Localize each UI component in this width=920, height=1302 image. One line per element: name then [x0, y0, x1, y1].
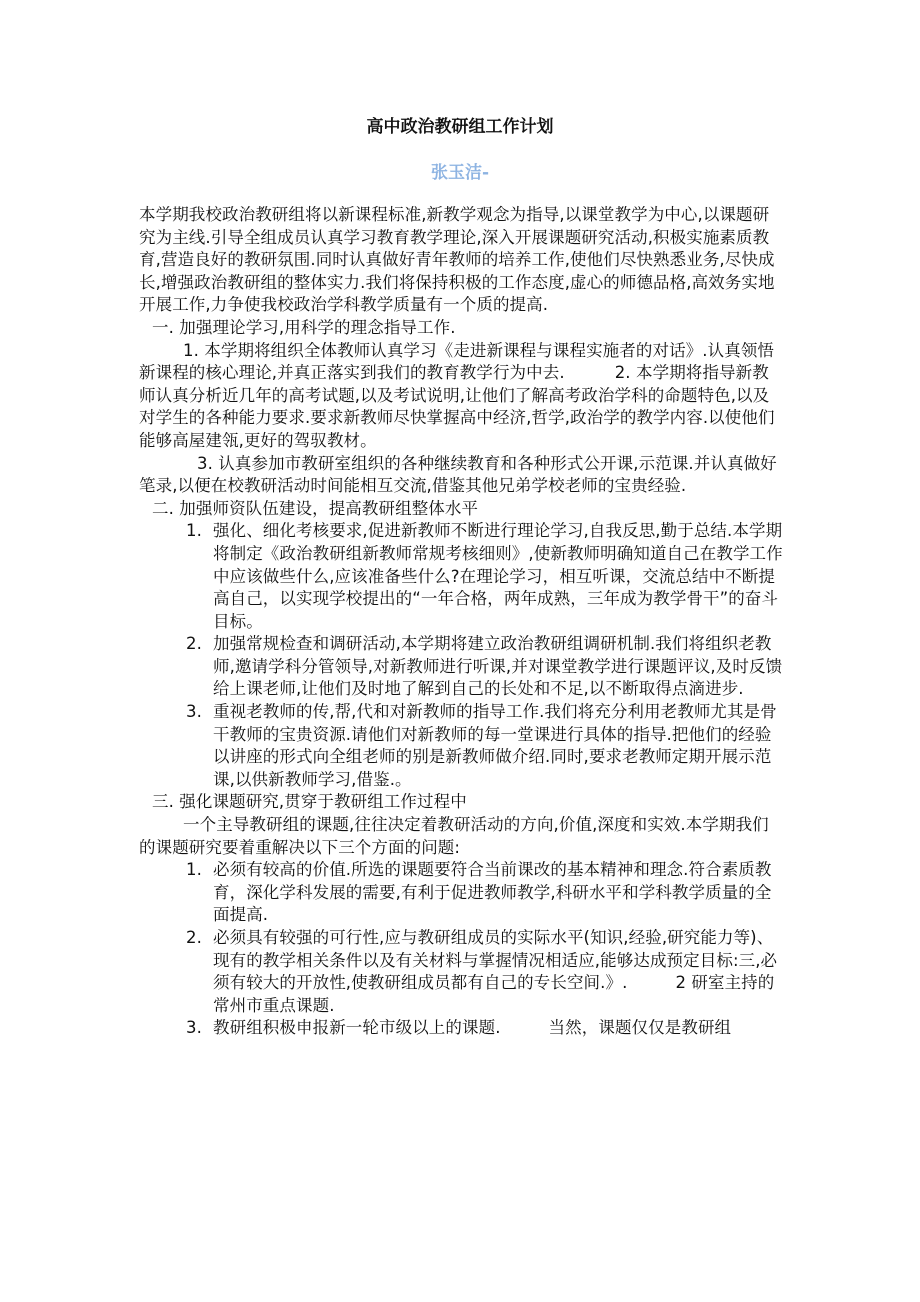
author-name: 张玉洁- — [430, 163, 490, 183]
section-1-paragraph-1 — [139, 340, 784, 453]
list-text: 教研组积极申报新一轮市级以上的课题. — [213, 1018, 501, 1038]
list-item — [139, 633, 784, 701]
section-2-list — [139, 520, 784, 791]
section-1-item-2: 2. 本学期将指导新教师认真分析近几年的高考试题,以及考试说明,让他们了解高考政治学科的命题特色,以及对学生的各种能力要求.要求新教师尽快掌握高中经济,哲学,政治学的教学内容.以使他们能够高屋建瓴,更好的驾驭教材。 — [139, 363, 775, 450]
list-text-tail: 2 研室主持的常州市重点课题. — [213, 973, 775, 1015]
intro-paragraph: 本学期我校政治教研组将以新课程标准,新教学观念为指导,以课堂教学为中心,以课题研究为主线.引导全组成员认真学习教育教学理论,深入开展课题研究活动,积极实施素质教育,营造良好的教研氛围.同时认真做好青年教师的培养工作,使他们尽快熟悉业务,尽快成长,增强政治教研组的整体实力.我们将保持积极的工作态度,虚心的师德品格,高效务实地开展工作,力争使我校政治学科教学质量有一个质的提高. — [139, 205, 775, 315]
section-3-intro: 一个主导教研组的课题,往往决定着教研活动的方向,价值,深度和实效.本学期我们的课题研究要着重解决以下三个方面的问题: — [139, 815, 769, 857]
list-item — [139, 701, 784, 791]
list-item — [139, 520, 784, 633]
document-title: 高中政治教研组工作计划 — [366, 117, 554, 137]
section-3-heading: 三. 强化课题研究,贯穿于教研组工作过程中 — [152, 792, 467, 812]
list-item — [139, 1017, 784, 1040]
list-number: 3. — [186, 702, 202, 722]
section-1-heading: 一. 加强理论学习,用科学的理念指导工作. — [152, 317, 456, 337]
list-text: 必须有较高的价值.所选的课题要符合当前课改的基本精神和理念.符合素质教育，深化学科发展的需要,有利于促进教师教学,科研水平和学科教学质量的全面提高. — [213, 860, 772, 925]
document-body — [139, 204, 784, 1040]
list-text: 加强常规检查和调研活动,本学期将建立政治教研组调研机制.我们将组织老教师,邀请学科分管领导,对新教师进行听课,并对课堂教学进行课题评议,及时反馈给上课老师,让他们及时地了解到自己的长处和不足,以不断取得点滴进步. — [213, 634, 783, 699]
list-number: 2. — [186, 928, 202, 947]
list-number: 3. — [186, 1018, 202, 1038]
list-text: 重视老教师的传,帮,代和对新教师的指导工作.我们将充分利用老教师尤其是骨干教师的宝贵资源.请他们对新教师的每一堂课进行具体的指导.把他们的经验以讲座的形式向全组老师的别是新教师做介绍.同时,要求老教师定期开展示范课,以供新教师学习,借鉴.。 — [213, 702, 777, 789]
list-item — [139, 927, 784, 1017]
section-2-heading: 二. 加强师资队伍建设，提高教研组整体水平 — [152, 498, 479, 518]
list-number: 2. — [186, 634, 202, 654]
list-text: 强化、细化考核要求,促进新教师不断进行理论学习,自我反思,勤于总结.本学期将制定《政治教研组新教师常规考核细则》,使新教师明确知道自己在教学工作中应该做些什么,应该准备些什么?在理论学习，相互听课，交流总结中不断提高自己，以实现学校提出的“一年合格，两年成熟，三年成为教学骨干”的奋斗目标。 — [213, 521, 783, 631]
section-1-paragraph-2: 3. 认真参加市教研室组织的各种继续教育和各种形式公开课,示范课.并认真做好笔录,以便在校教研活动时间能相互交流,借鉴其他兄弟学校老师的宝贵经验. — [139, 453, 777, 496]
list-item — [139, 859, 784, 927]
list-number: 1. — [186, 521, 202, 541]
section-1-item-1: 1. 本学期将组织全体教师认真学习《走进新课程与课程实施者的对话》.认真领悟新课程的核心理论,并真正落实到我们的教育教学行为中去. — [139, 340, 775, 383]
list-number: 1. — [186, 860, 202, 880]
list-text: 必须具有较强的可行性,应与教研组成员的实际水平(知识,经验,研究能力等)、现有的教学相关条件以及有关材料与掌握情况相适应,能够达成预定目标:三,必须有较大的开放性,使教研组成员都有自己的专长空间.》. — [213, 928, 778, 993]
section-3-list — [139, 859, 784, 1040]
list-text-tail: 当然，课题仅仅是教研组 — [548, 1018, 732, 1038]
